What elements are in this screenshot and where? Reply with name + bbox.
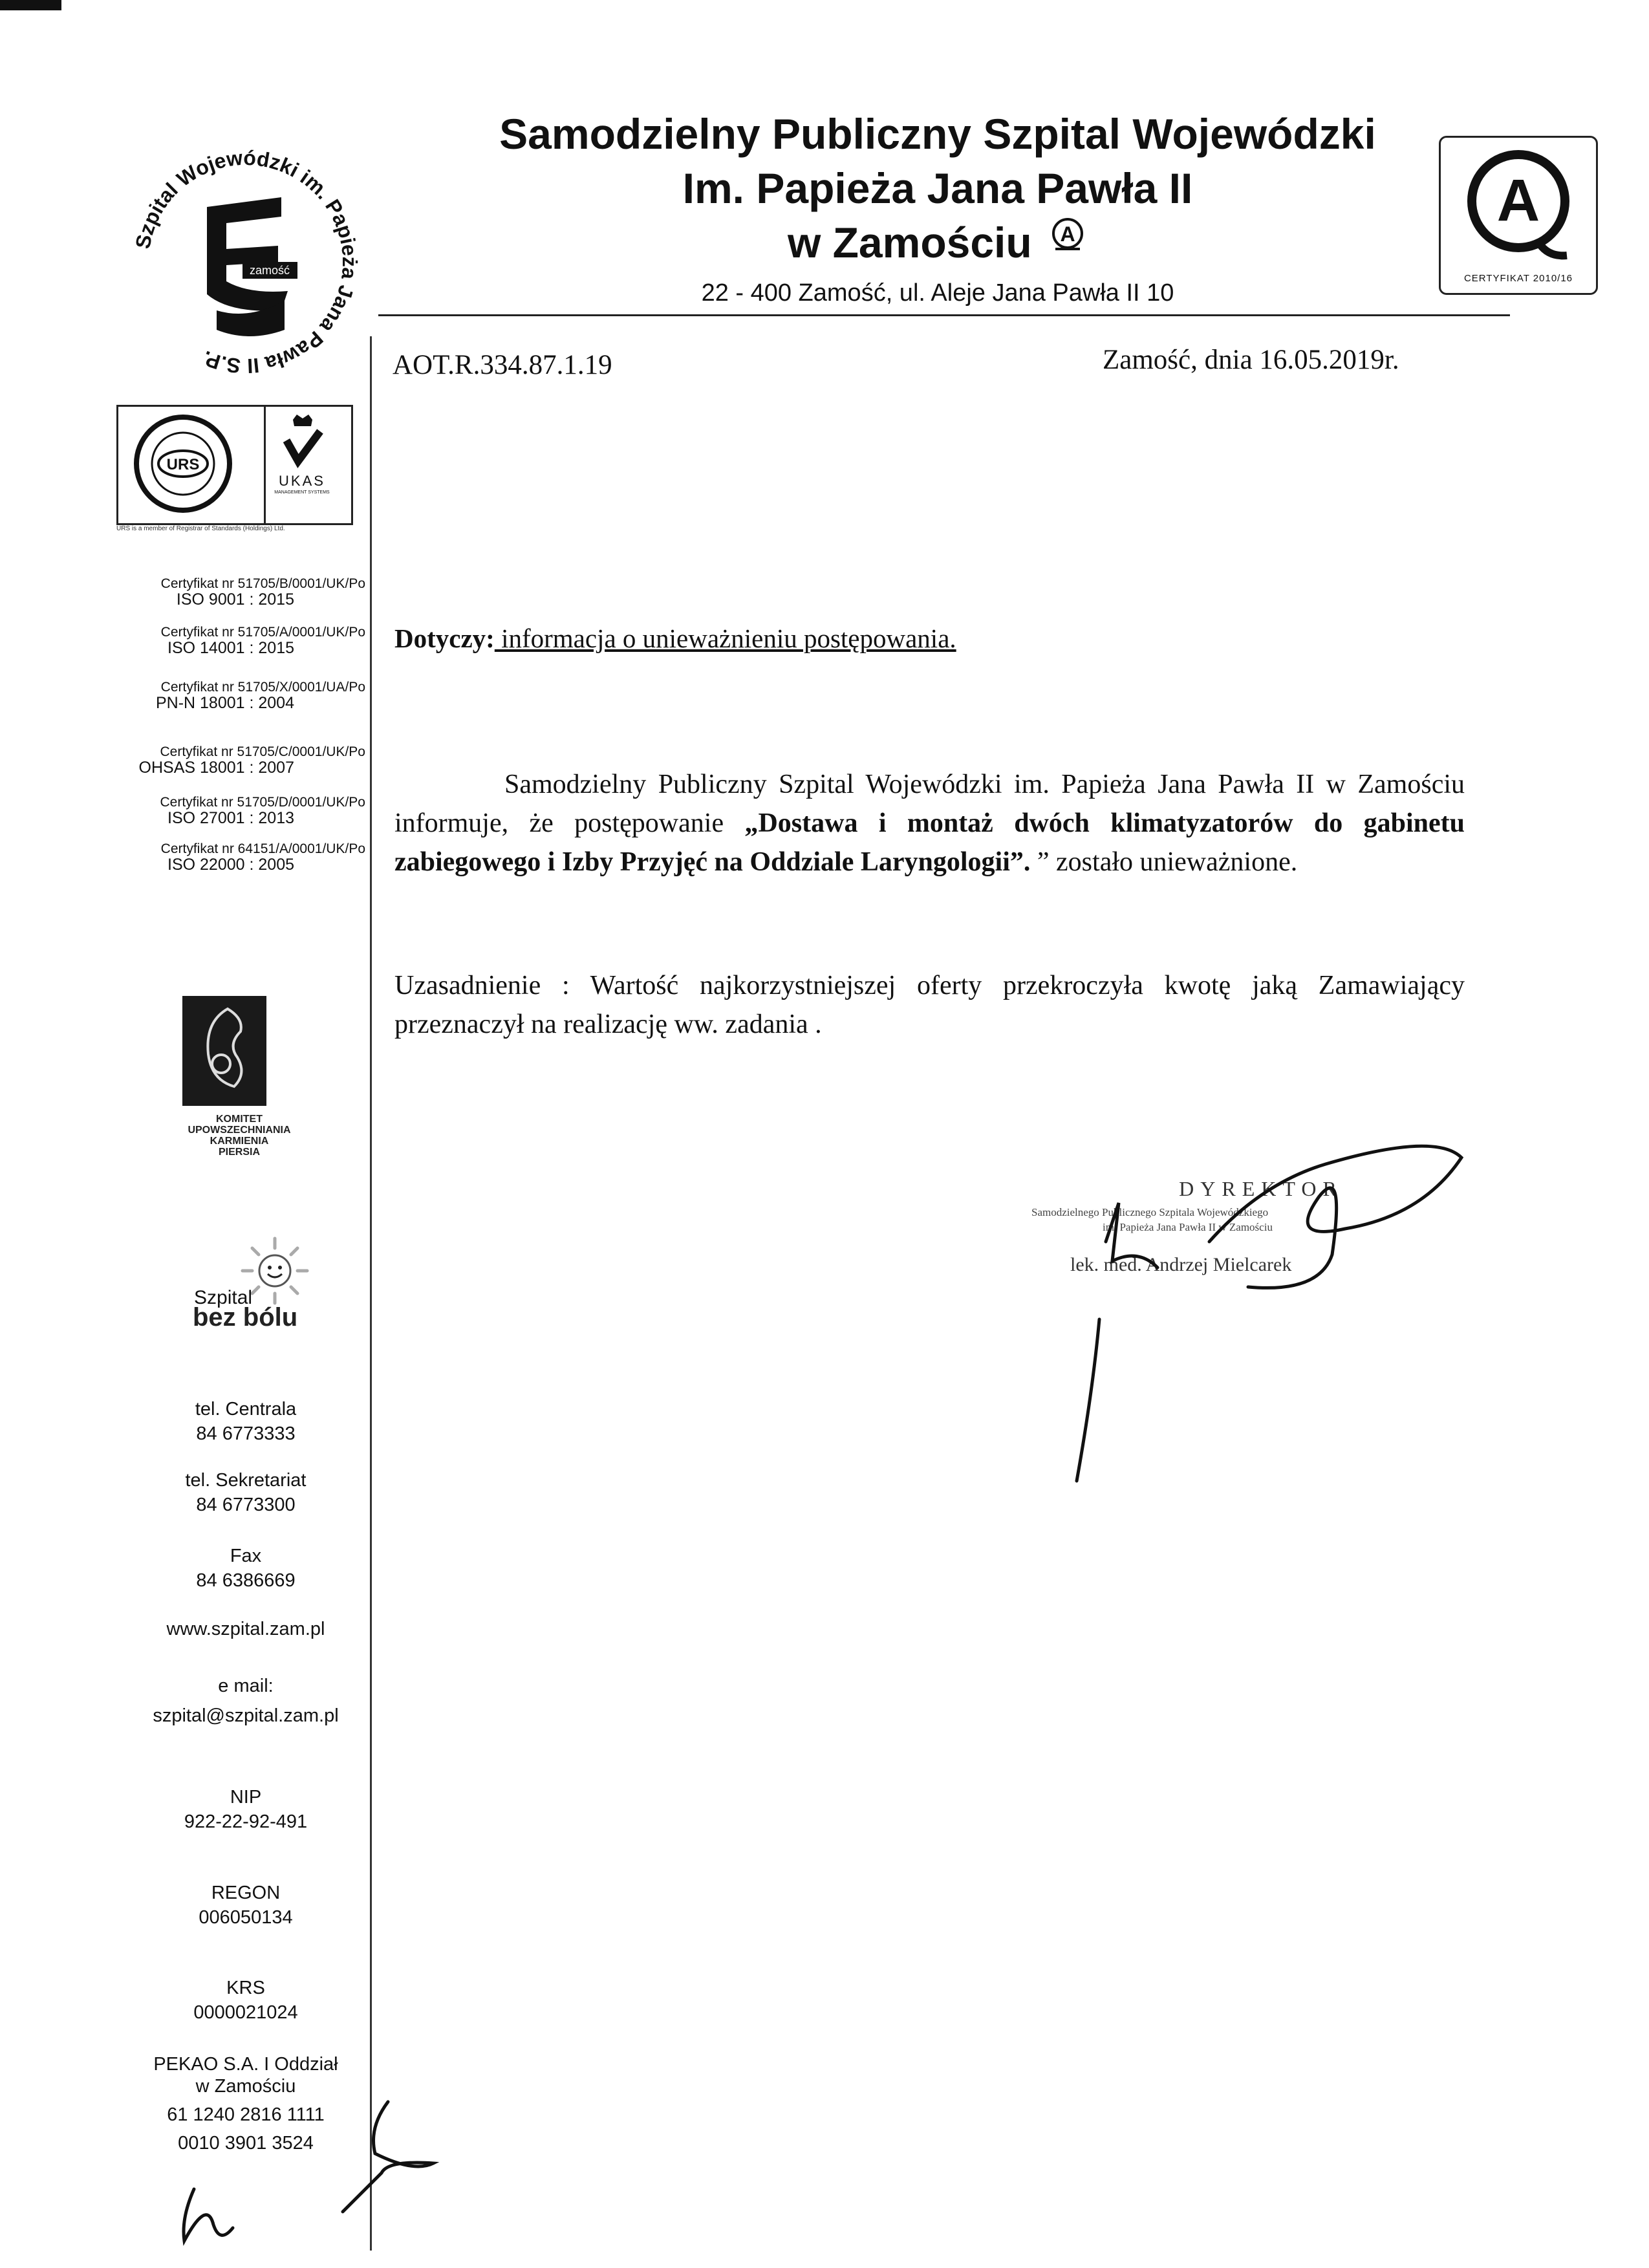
- quality-certificate-label: CERTYFIKAT 2010/16: [1463, 273, 1573, 284]
- hospital-name-line3: w Zamościu A: [414, 215, 1461, 270]
- hospital-name-line2: Im. Papieża Jana Pawła II: [682, 164, 1193, 212]
- contact-secretariat: tel. Sekretariat 84 6773300: [185, 1470, 307, 1515]
- svg-text:A: A: [1060, 222, 1075, 246]
- hospital-logo: [120, 136, 372, 388]
- paragraph-announcement: Samodzielny Publiczny Szpital Wojewódzki im. Papieża Jana Pawła II w Zamościu informuje, że postępowanie „Dostawa i montaż dwóch klimatyzatorów do gabinetu zabiegowego i Izby Przyjęć na Oddziale Laryngologii”. ” zostało unieważnione.: [394, 770, 1465, 877]
- contact-bank: PEKAO S.A. I Oddział w Zamościu 61 1240 2816 1111 0010 3901 3524: [153, 2054, 338, 2154]
- scan-corner-mark: [0, 0, 61, 10]
- contact-central: tel. Centrala 84 6773333: [195, 1399, 297, 1444]
- ukas-label: UKAS: [279, 473, 325, 489]
- certificate-item: Certyfikat nr 64151/A/0001/UK/Po ISO 22000 : 2005: [160, 841, 365, 874]
- certificate-item: Certyfikat nr 51705/D/0001/UK/Po ISO 27001 : 2013: [160, 795, 365, 827]
- stamp-org-line1: Samodzielnego Publicznego Szpitala Wojewódzkiego: [1031, 1206, 1269, 1218]
- letter-subject: Dotyczy: informacja o unieważnieniu postępowania.: [394, 623, 956, 653]
- ukas-sub: MANAGEMENT SYSTEMS: [274, 490, 330, 495]
- certificate-item: Certyfikat nr 51705/X/0001/UA/Po PN-N 18001 : 2004: [155, 680, 365, 712]
- paragraph-justification: Uzasadnienie : Wartość najkorzystniejszej oferty przekroczyła kwotę jaką Zamawiający przeznaczył na realizację ww. zadania .: [394, 971, 1465, 1039]
- painfree-line1: Szpital: [194, 1287, 253, 1308]
- contact-regon: REGON 006050134: [199, 1883, 293, 1928]
- hospital-address: 22 - 400 Zamość, ul. Aleje Jana Pawła II 10: [701, 279, 1174, 307]
- director-stamp: [1031, 1177, 1394, 1276]
- contact-email: e mail: szpital@szpital.zam.pl: [153, 1676, 339, 1726]
- urs-ukas-logo: [116, 405, 353, 525]
- letter-date: Zamość, dnia 16.05.2019r.: [1103, 345, 1399, 375]
- quality-certificate-logo: [1439, 136, 1598, 295]
- breastfeeding-committee: KOMITET UPOWSZECHNIANIA KARMIENIA PIERSIA: [188, 1114, 291, 1158]
- urs-icon: [118, 407, 261, 523]
- logo-ring-text: Szpital Wojewódzki im. Papieża Jana Pawła II S.P.: [131, 146, 362, 378]
- contact-website: www.szpital.zam.pl: [166, 1619, 325, 1639]
- svg-text:A: A: [1496, 167, 1540, 233]
- contact-nip: NIP 922-22-92-491: [184, 1787, 308, 1832]
- stamp-title: DYREKTOR: [1179, 1177, 1343, 1200]
- breastfeeding-logo: [182, 996, 266, 1106]
- hospital-name-line1: Samodzielny Publiczny Szpital Wojewódzki: [499, 110, 1376, 158]
- hospital-name: [414, 107, 1461, 270]
- ukas-crown-check-icon: [280, 412, 325, 470]
- svg-text:URS: URS: [166, 456, 200, 473]
- logo-city: zamość: [249, 264, 290, 277]
- certificate-item: Certyfikat nr 51705/A/0001/UK/Po ISO 14001 : 2015: [160, 625, 365, 657]
- q-a-icon: [1441, 138, 1596, 267]
- contact-fax: Fax 84 6386669: [196, 1546, 296, 1591]
- certificate-item: Certyfikat nr 51705/C/0001/UK/Po OHSAS 18001 : 2007: [138, 744, 365, 777]
- header-divider: [378, 314, 1510, 316]
- contact-krs: KRS 0000021024: [193, 1978, 298, 2023]
- urs-note: URS is a member of Registrar of Standards (Holdings) Ltd.: [116, 525, 285, 532]
- certificate-item: Certyfikat nr 51705/B/0001/UK/Po ISO 9001 : 2015: [160, 576, 365, 609]
- sidebar-divider: [370, 336, 372, 2251]
- stamp-org-line2: im. Papieża Jana Pawła II w Zamościu: [1103, 1221, 1273, 1233]
- reference-number: AOT.R.334.87.1.19: [393, 350, 612, 380]
- accreditation-a-icon: [1048, 215, 1088, 255]
- stamp-name: lek. med. Andrzej Mielcarek: [1070, 1254, 1292, 1275]
- painfree-line2: bez bólu: [193, 1303, 298, 1332]
